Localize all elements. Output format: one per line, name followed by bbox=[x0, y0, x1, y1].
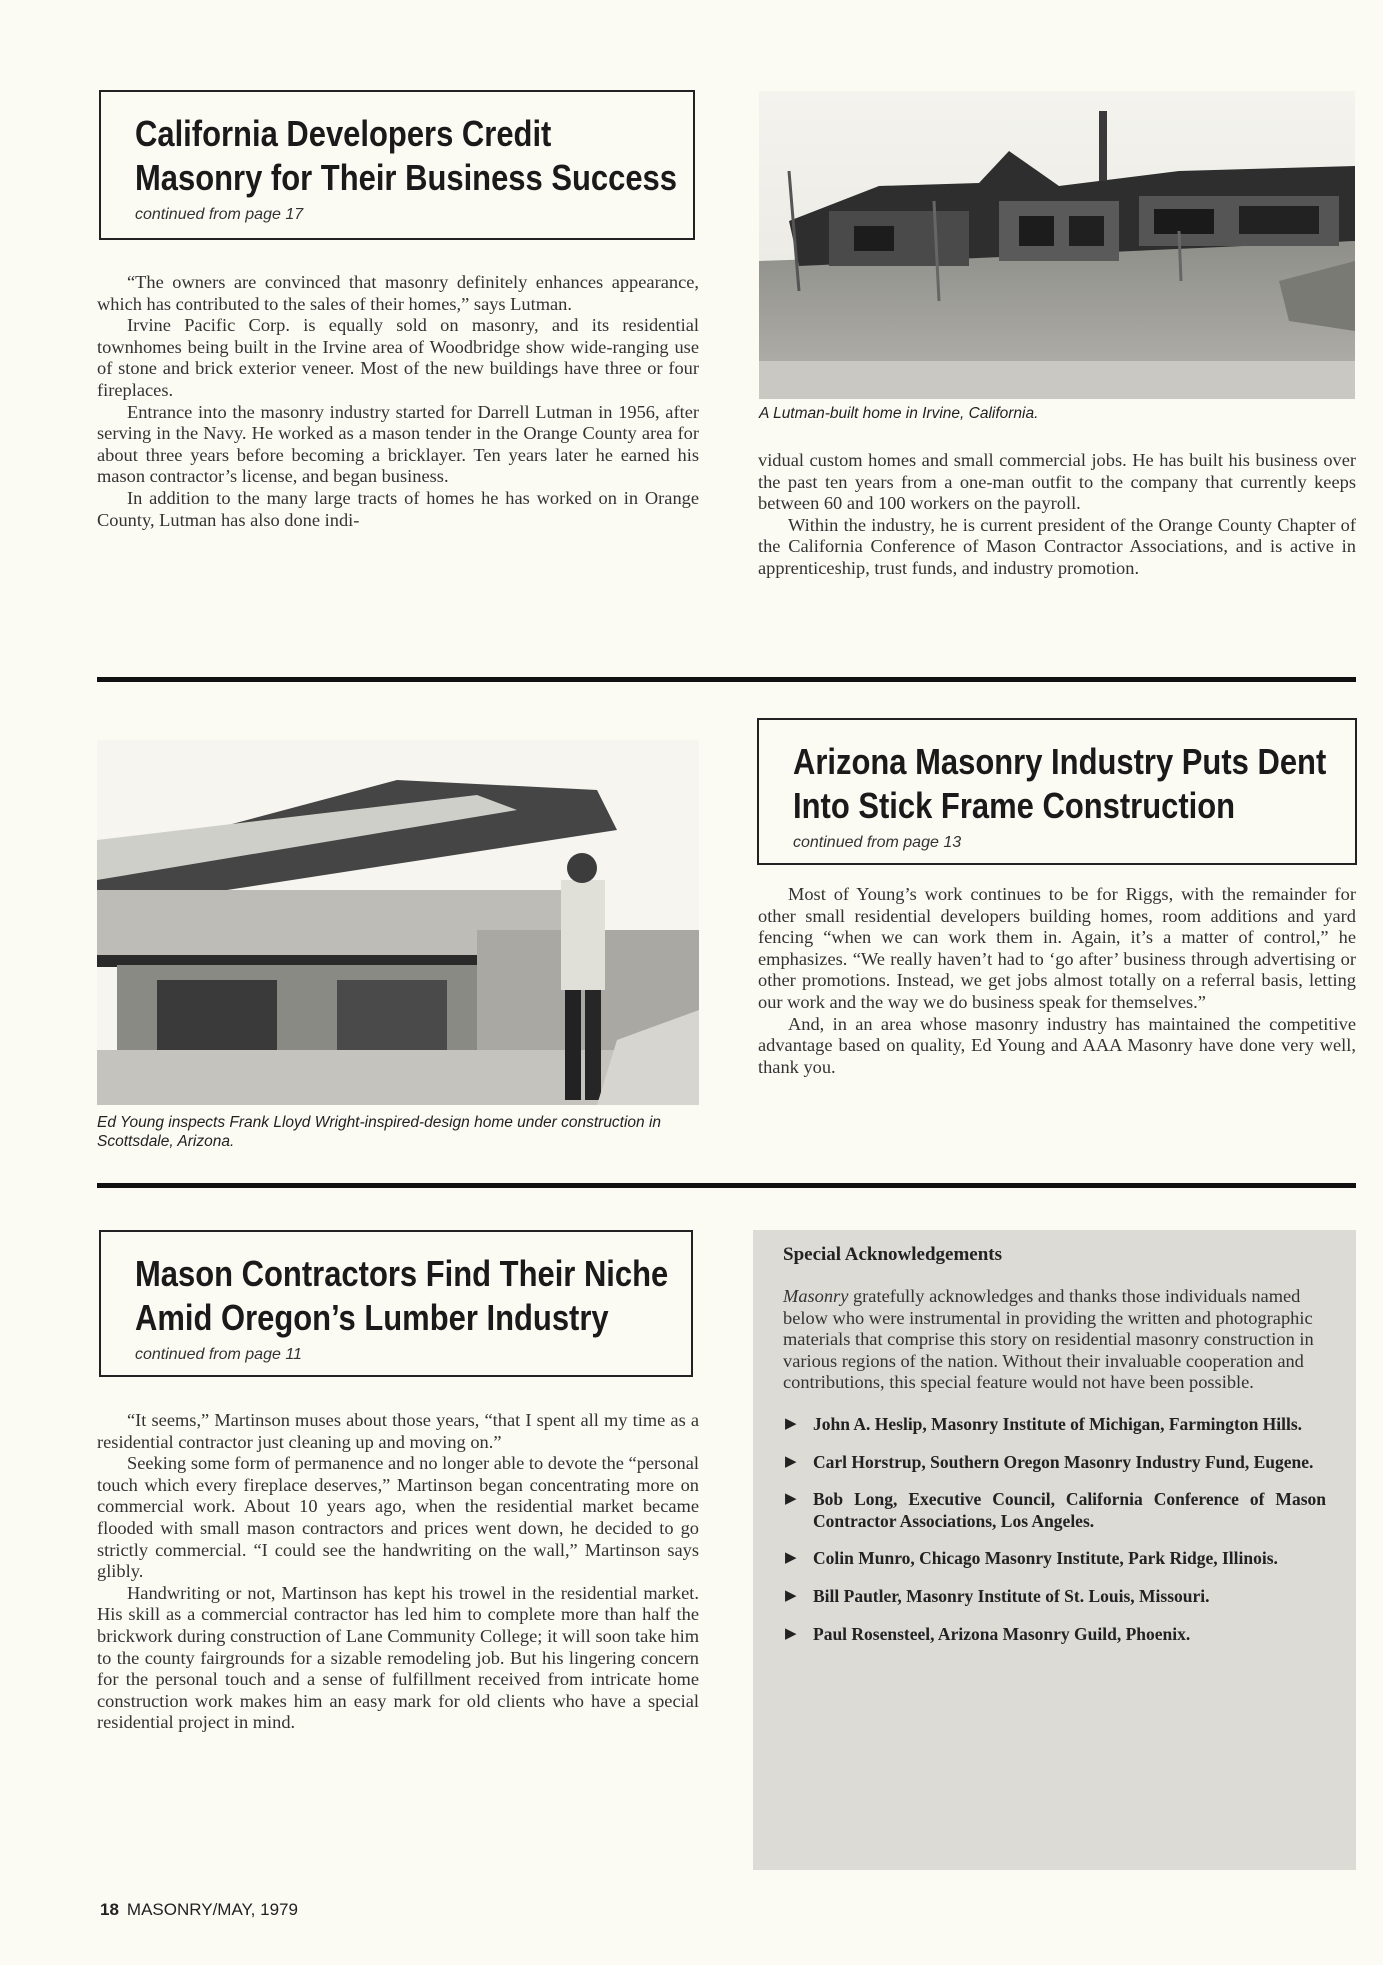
acknowledgement-item: ▶ John A. Heslip, Masonry Institute of Michigan, Farmington Hills. bbox=[785, 1413, 1303, 1434]
bullet-arrow-icon: ▶ bbox=[785, 1550, 797, 1567]
irvine-photo-caption: A Lutman-built home in Irvine, California. bbox=[759, 405, 1039, 422]
page-footer bbox=[100, 1900, 298, 1920]
bullet-arrow-icon: ▶ bbox=[785, 1625, 797, 1642]
irvine-home-image bbox=[759, 91, 1355, 399]
paragraph: Entrance into the masonry industry started for Darrell Lutman in 1956, after serving in the Navy. He worked as a mason tender in the Orange County area for about three years before becoming a bricklayer. Ten years later he earned his mason contractor’s license, and began business. bbox=[97, 401, 699, 487]
acknowledgements-title: Special Acknowledgements bbox=[783, 1244, 1003, 1265]
article1-headline-box bbox=[99, 90, 695, 240]
scottsdale-home-photo bbox=[97, 740, 699, 1105]
article2-headline-line2: Into Stick Frame Construction bbox=[793, 785, 1236, 826]
bullet-arrow-icon: ▶ bbox=[785, 1491, 797, 1508]
article3-headline-line1: Mason Contractors Find Their Niche bbox=[135, 1253, 669, 1294]
article3-body bbox=[97, 1410, 699, 1734]
bullet-arrow-icon: ▶ bbox=[785, 1415, 797, 1432]
paragraph: In addition to the many large tracts of homes he has worked on in Orange County, Lutman has also done indi- bbox=[97, 487, 699, 530]
article2-continued: continued from page 13 bbox=[793, 834, 962, 851]
paragraph: vidual custom homes and small commercial jobs. He has built his business over the past ten years from a one-man outfit to the company that currently keeps between 60 and 100 workers on the payroll. bbox=[758, 450, 1356, 514]
bullet-arrow-icon: ▶ bbox=[785, 1587, 797, 1604]
acknowledgements-intro-text: gratefully acknowledges and thanks those individuals named below who were instrumental in providing the written and photographic materials that comprise this story on residential masonry construction in various regions of the nation. Without their invaluable cooperation and contributions, this special feature would not have been possible. bbox=[783, 1286, 1314, 1393]
acknowledgement-item: ▶ Paul Rosensteel, Arizona Masonry Guild, Phoenix. bbox=[785, 1623, 1191, 1644]
paragraph: “It seems,” Martinson muses about those years, “that I spent all my time as a residential contractor just cleaning up and moving on.” bbox=[97, 1410, 699, 1452]
scottsdale-home-image bbox=[97, 740, 699, 1105]
paragraph: Seeking some form of permanence and no longer able to devote the “personal touch which every fireplace deserves,” Martinson began concentrating more on commercial work. About 10 years ago, when the residential market became flooded with small mason contractors and prices went down, he decided to go strictly commercial. “I could see the handwriting on the wall,” Martinson says glibly. bbox=[97, 1453, 699, 1582]
article1-headline-line1: California Developers Credit bbox=[135, 113, 552, 154]
irvine-home-photo bbox=[759, 91, 1355, 399]
paragraph: Within the industry, he is current president of the Orange County Chapter of the California Conference of Mason Contractor Associations, and is active in apprenticeship, trust funds, and industry promotion. bbox=[758, 514, 1356, 578]
article3-headline-box bbox=[99, 1230, 693, 1377]
magazine-name: Masonry bbox=[783, 1286, 849, 1306]
acknowledgement-item: ▶ Colin Munro, Chicago Masonry Institute, Park Ridge, Illinois. bbox=[785, 1548, 1278, 1569]
article2-headline-line1: Arizona Masonry Industry Puts Dent bbox=[793, 741, 1327, 782]
acknowledgements-box bbox=[753, 1230, 1356, 1870]
section-divider-2 bbox=[97, 1183, 1356, 1188]
article2-body bbox=[758, 884, 1356, 1078]
acknowledgement-item: ▶ Bill Pautler, Masonry Institute of St. Louis, Missouri. bbox=[785, 1585, 1210, 1606]
acknowledgement-item: ▶ Carl Horstrup, Southern Oregon Masonry Industry Fund, Eugene. bbox=[785, 1451, 1314, 1472]
paragraph: And, in an area whose masonry industry has maintained the competitive advantage based on quality, Ed Young and AAA Masonry have done very well, thank you. bbox=[758, 1013, 1356, 1077]
article1-headline-line2: Masonry for Their Business Success bbox=[135, 157, 678, 198]
article1-continued: continued from page 17 bbox=[135, 206, 304, 223]
acknowledgements-intro bbox=[783, 1286, 1326, 1394]
article3-headline-line2: Amid Oregon’s Lumber Industry bbox=[135, 1297, 609, 1338]
paragraph: Irvine Pacific Corp. is equally sold on masonry, and its residential townhomes being built in the Irvine area of Woodbridge show wide-ranging use of stone and brick exterior veneer. Most of the new buildings have three or four fireplaces. bbox=[97, 315, 699, 400]
paragraph: “The owners are convinced that masonry definitely enhances appearance, which has contributed to the sales of their homes,” says Lutman. bbox=[97, 272, 699, 314]
article1-body-right bbox=[758, 450, 1356, 580]
article3-continued: continued from page 11 bbox=[135, 1346, 302, 1363]
acknowledgement-item: ▶ Bob Long, Executive Council, California Conference of Mason Contractor Associations, Los Angeles. bbox=[785, 1489, 1326, 1531]
article2-headline-box bbox=[757, 718, 1357, 865]
paragraph: Most of Young’s work continues to be for Riggs, with the remainder for other small residential developers building homes, room additions and yard fencing “when we can work them in. Again, it’s a matter of control,” he emphasizes. “We really haven’t had to ‘go after’ business through advertising or other promotions. Instead, we get jobs almost totally on a referral basis, letting our work and the way we do business speak for themselves.” bbox=[758, 884, 1356, 1012]
scottsdale-photo-caption: Ed Young inspects Frank Lloyd Wright-inspired-design home under construction in Scottsdale, Arizona. bbox=[97, 1114, 662, 1150]
section-divider-1 bbox=[97, 677, 1356, 682]
paragraph: Handwriting or not, Martinson has kept his trowel in the residential market. His skill as a commercial contractor has led him to complete more than half the brickwork during construction of Lane Community College; it will soon take him to the county fairgrounds for a sizable remodeling job. But his lingering concern for the personal touch and a sense of fulfillment received from intricate home construction work makes him an easy mark for old clients who have a special residential project in mind. bbox=[97, 1582, 699, 1733]
page-number: 18 bbox=[100, 1900, 119, 1919]
bullet-arrow-icon: ▶ bbox=[785, 1453, 797, 1470]
article1-body-left bbox=[97, 272, 699, 531]
publication-issue: MASONRY/MAY, 1979 bbox=[126, 1900, 298, 1919]
